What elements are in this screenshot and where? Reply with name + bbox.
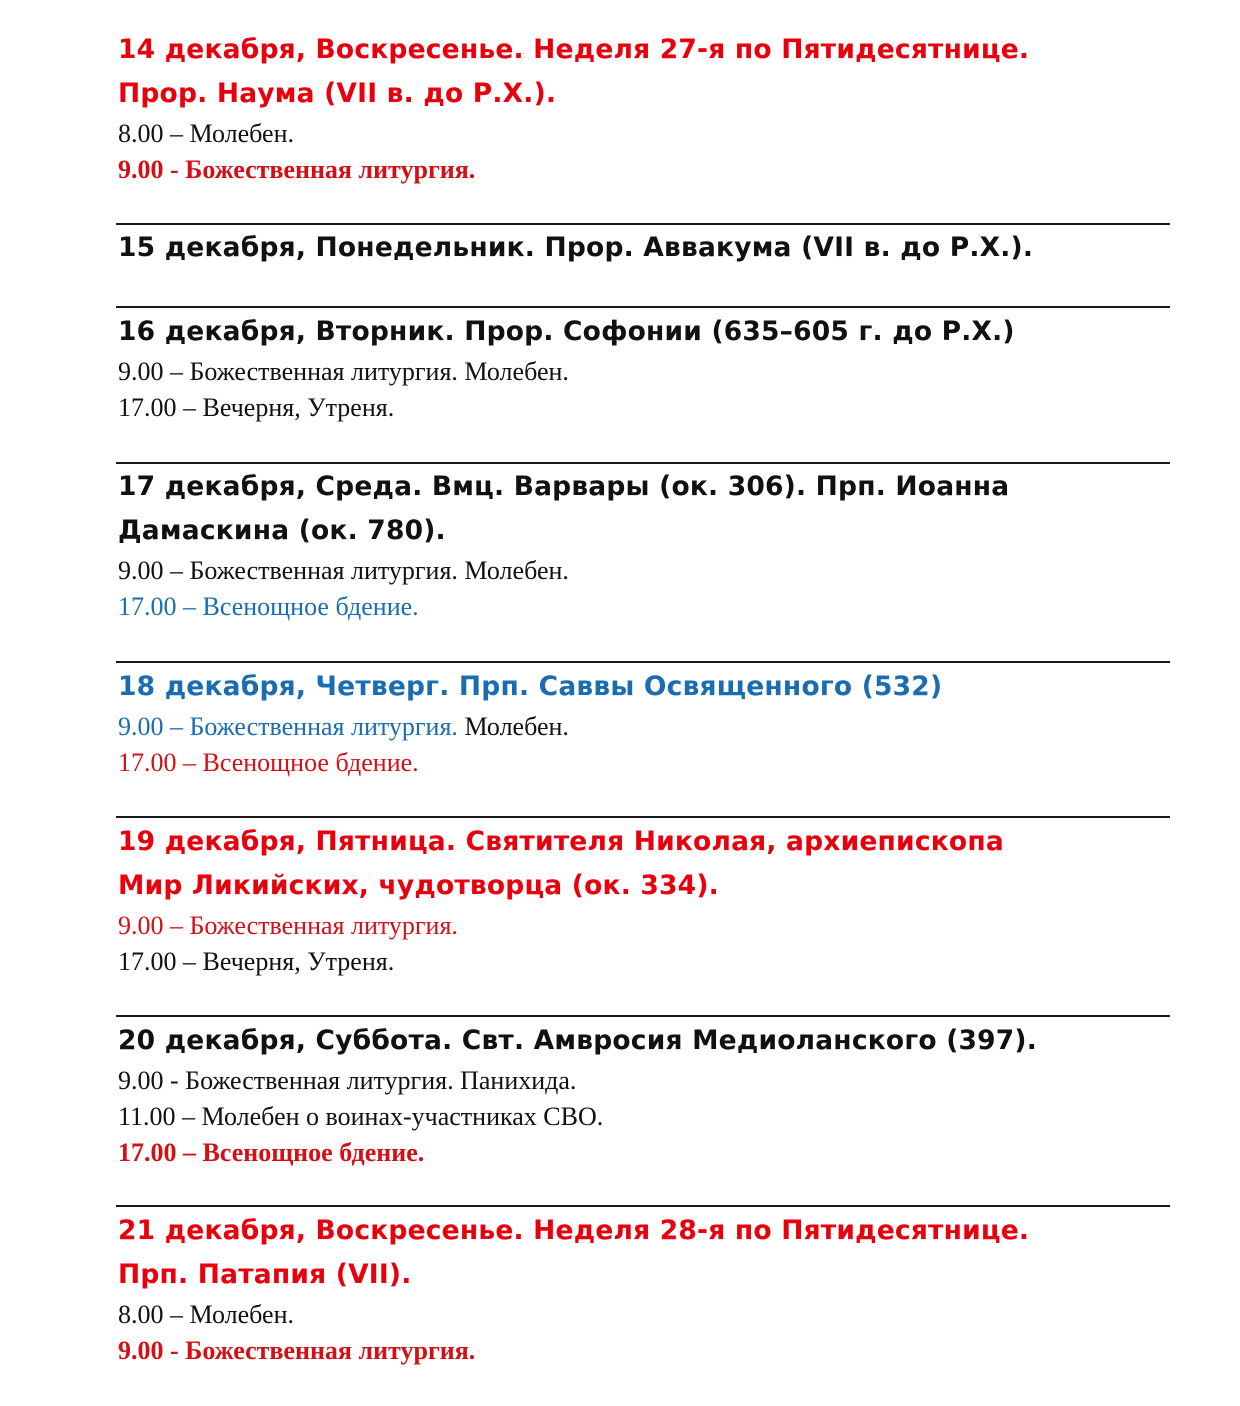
service-suffix: Молебен. xyxy=(457,712,569,741)
divider xyxy=(116,306,1170,308)
service-line: 9.00 - Божественная литургия. xyxy=(118,1336,476,1365)
service-line: 9.00 - Божественная литургия. xyxy=(118,155,476,184)
divider xyxy=(116,462,1170,464)
day-title: 18 декабря, Четверг. Прп. Саввы Освященного (532) xyxy=(118,671,943,702)
day-entry xyxy=(118,28,1029,188)
day-entry xyxy=(118,1209,1029,1369)
divider xyxy=(116,816,1170,818)
divider xyxy=(116,1015,1170,1017)
day-title: 20 декабря, Суббота. Свт. Амвросия Медиоланского (397). xyxy=(118,1025,1038,1056)
divider xyxy=(116,1205,1170,1207)
day-entry xyxy=(118,665,942,781)
day-title: Дамаскина (ок. 780). xyxy=(118,515,446,546)
service-line: 9.00 – Божественная литургия. xyxy=(118,911,458,940)
service-line: 9.00 - Божественная литургия. Панихида. xyxy=(118,1066,577,1095)
service-line: 8.00 – Молебен. xyxy=(118,119,294,148)
day-title: 15 декабря, Понедельник. Прор. Аввакума (VII в. до Р.Х.). xyxy=(118,232,1034,263)
service-line: 17.00 – Всенощное бдение. xyxy=(118,1138,425,1167)
service-line: 17.00 – Вечерня, Утреня. xyxy=(118,393,395,422)
day-title: 19 декабря, Пятница. Святителя Николая, архиепископа xyxy=(118,826,1004,857)
day-entry xyxy=(118,820,1004,980)
day-entry xyxy=(118,310,1015,426)
service-line: 17.00 – Всенощное бдение. xyxy=(118,592,419,621)
day-title: 14 декабря, Воскресенье. Неделя 27-я по Пятидесятнице. xyxy=(118,34,1030,65)
service-text: 9.00 – Божественная литургия. xyxy=(118,712,458,741)
day-title: Мир Ликийских, чудотворца (ок. 334). xyxy=(118,870,719,901)
day-entry xyxy=(118,226,1033,270)
service-line xyxy=(118,709,942,745)
service-line: 9.00 – Божественная литургия. Молебен. xyxy=(118,357,569,386)
day-title: 17 декабря, Среда. Вмц. Варвары (ок. 306). Прп. Иоанна xyxy=(118,471,1010,502)
service-line: 8.00 – Молебен. xyxy=(118,1300,294,1329)
day-title: 16 декабря, Вторник. Прор. Софонии (635–605 г. до Р.Х.) xyxy=(118,316,1015,347)
service-line: 17.00 – Вечерня, Утреня. xyxy=(118,947,395,976)
service-line: 9.00 – Божественная литургия. Молебен. xyxy=(118,556,569,585)
divider xyxy=(116,223,1170,225)
day-title: 21 декабря, Воскресенье. Неделя 28-я по Пятидесятнице. xyxy=(118,1215,1030,1246)
divider xyxy=(116,661,1170,663)
day-entry xyxy=(118,1019,1037,1171)
service-line: 17.00 – Всенощное бдение. xyxy=(118,748,419,777)
day-entry xyxy=(118,465,1009,625)
day-title: Прп. Патапия (VII). xyxy=(118,1259,412,1290)
service-line: 11.00 – Молебен о воинах-участниках СВО. xyxy=(118,1102,604,1131)
day-title: Прор. Наума (VII в. до Р.Х.). xyxy=(118,78,557,109)
